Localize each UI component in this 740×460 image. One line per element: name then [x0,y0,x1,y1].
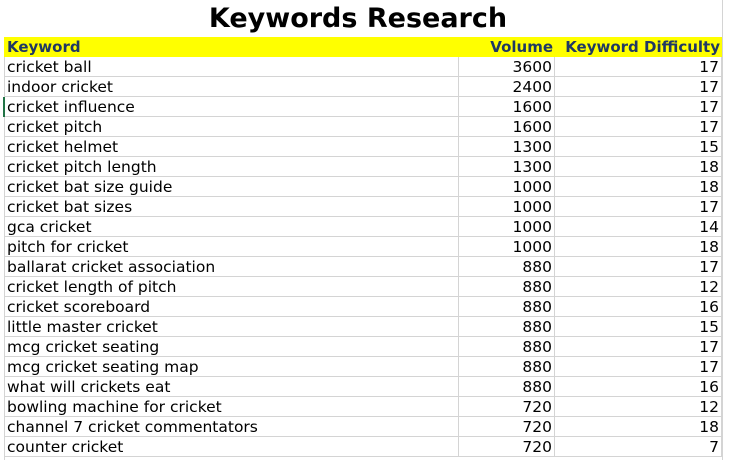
difficulty-cell[interactable]: 17 [555,337,722,356]
header-row [4,37,722,57]
difficulty-cell[interactable]: 12 [555,277,722,296]
difficulty-cell[interactable]: 17 [555,117,722,136]
header-volume[interactable]: Volume [490,38,553,56]
keyword-cell[interactable]: little master cricket [4,317,459,336]
keyword-cell[interactable]: cricket bat sizes [4,197,459,216]
difficulty-cell[interactable]: 15 [555,137,722,156]
difficulty-cell[interactable]: 17 [555,97,722,116]
header-difficulty[interactable]: Keyword Difficulty [565,38,720,56]
volume-cell[interactable]: 1000 [459,217,555,236]
keyword-cell[interactable]: pitch for cricket [4,237,459,256]
data-rows [4,57,722,457]
volume-cell[interactable]: 1600 [459,97,555,116]
volume-cell[interactable]: 880 [459,377,555,396]
table-row [4,57,722,77]
volume-cell[interactable]: 880 [459,337,555,356]
difficulty-cell[interactable]: 17 [555,77,722,96]
header-keyword[interactable]: Keyword [7,38,81,56]
table-row [4,97,722,117]
keyword-cell[interactable]: ballarat cricket association [4,257,459,276]
table-row [4,277,722,297]
keyword-cell[interactable]: gca cricket [4,217,459,236]
table-row [4,117,722,137]
table-row [4,157,722,177]
keyword-cell[interactable]: cricket pitch [4,117,459,136]
difficulty-cell[interactable]: 17 [555,197,722,216]
keyword-cell[interactable]: cricket scoreboard [4,297,459,316]
difficulty-cell[interactable]: 18 [555,417,722,436]
difficulty-cell[interactable]: 17 [555,357,722,376]
volume-cell[interactable]: 880 [459,357,555,376]
difficulty-cell[interactable]: 14 [555,217,722,236]
keyword-cell[interactable]: indoor cricket [4,77,459,96]
keyword-cell[interactable]: mcg cricket seating map [4,357,459,376]
volume-cell[interactable]: 880 [459,257,555,276]
volume-cell[interactable]: 720 [459,437,555,456]
sheet-title: Keywords Research [208,3,508,34]
adjacent-empty-column[interactable] [722,0,740,460]
volume-cell[interactable]: 3600 [459,57,555,76]
volume-cell[interactable]: 720 [459,397,555,416]
difficulty-cell[interactable]: 12 [555,397,722,416]
volume-cell[interactable]: 2400 [459,77,555,96]
table-row [4,397,722,417]
keyword-cell[interactable]: counter cricket [4,437,459,456]
keyword-cell[interactable]: cricket influence [4,97,459,116]
table-row [4,257,722,277]
difficulty-cell[interactable]: 17 [555,257,722,276]
difficulty-cell[interactable]: 18 [555,237,722,256]
keyword-cell[interactable]: bowling machine for cricket [4,397,459,416]
difficulty-cell[interactable]: 16 [555,297,722,316]
difficulty-cell[interactable]: 7 [555,437,722,456]
keyword-cell[interactable]: cricket length of pitch [4,277,459,296]
volume-cell[interactable]: 1000 [459,197,555,216]
title-cell[interactable] [0,0,722,37]
table-row [4,297,722,317]
volume-cell[interactable]: 880 [459,297,555,316]
volume-cell[interactable]: 720 [459,417,555,436]
volume-cell[interactable]: 880 [459,317,555,336]
keyword-cell[interactable]: mcg cricket seating [4,337,459,356]
table-row [4,237,722,257]
table-row [4,317,722,337]
table-row [4,417,722,437]
difficulty-cell[interactable]: 18 [555,157,722,176]
table-row [4,77,722,97]
difficulty-cell[interactable]: 17 [555,57,722,76]
difficulty-cell[interactable]: 18 [555,177,722,196]
keyword-cell[interactable]: cricket pitch length [4,157,459,176]
volume-cell[interactable]: 880 [459,277,555,296]
volume-cell[interactable]: 1000 [459,177,555,196]
volume-cell[interactable]: 1600 [459,117,555,136]
table-row [4,357,722,377]
difficulty-cell[interactable]: 16 [555,377,722,396]
difficulty-cell[interactable]: 15 [555,317,722,336]
keyword-cell[interactable]: what will crickets eat [4,377,459,396]
table-row [4,337,722,357]
table-row [4,137,722,157]
volume-cell[interactable]: 1000 [459,237,555,256]
keyword-cell[interactable]: cricket bat size guide [4,177,459,196]
table-row [4,197,722,217]
volume-cell[interactable]: 1300 [459,157,555,176]
keyword-cell[interactable]: cricket helmet [4,137,459,156]
table-row [4,377,722,397]
cell-cursor-marker [3,97,5,117]
keyword-cell[interactable]: channel 7 cricket commentators [4,417,459,436]
table-row [4,217,722,237]
table-row [4,177,722,197]
table-row [4,437,722,457]
volume-cell[interactable]: 1300 [459,137,555,156]
keyword-cell[interactable]: cricket ball [4,57,459,76]
